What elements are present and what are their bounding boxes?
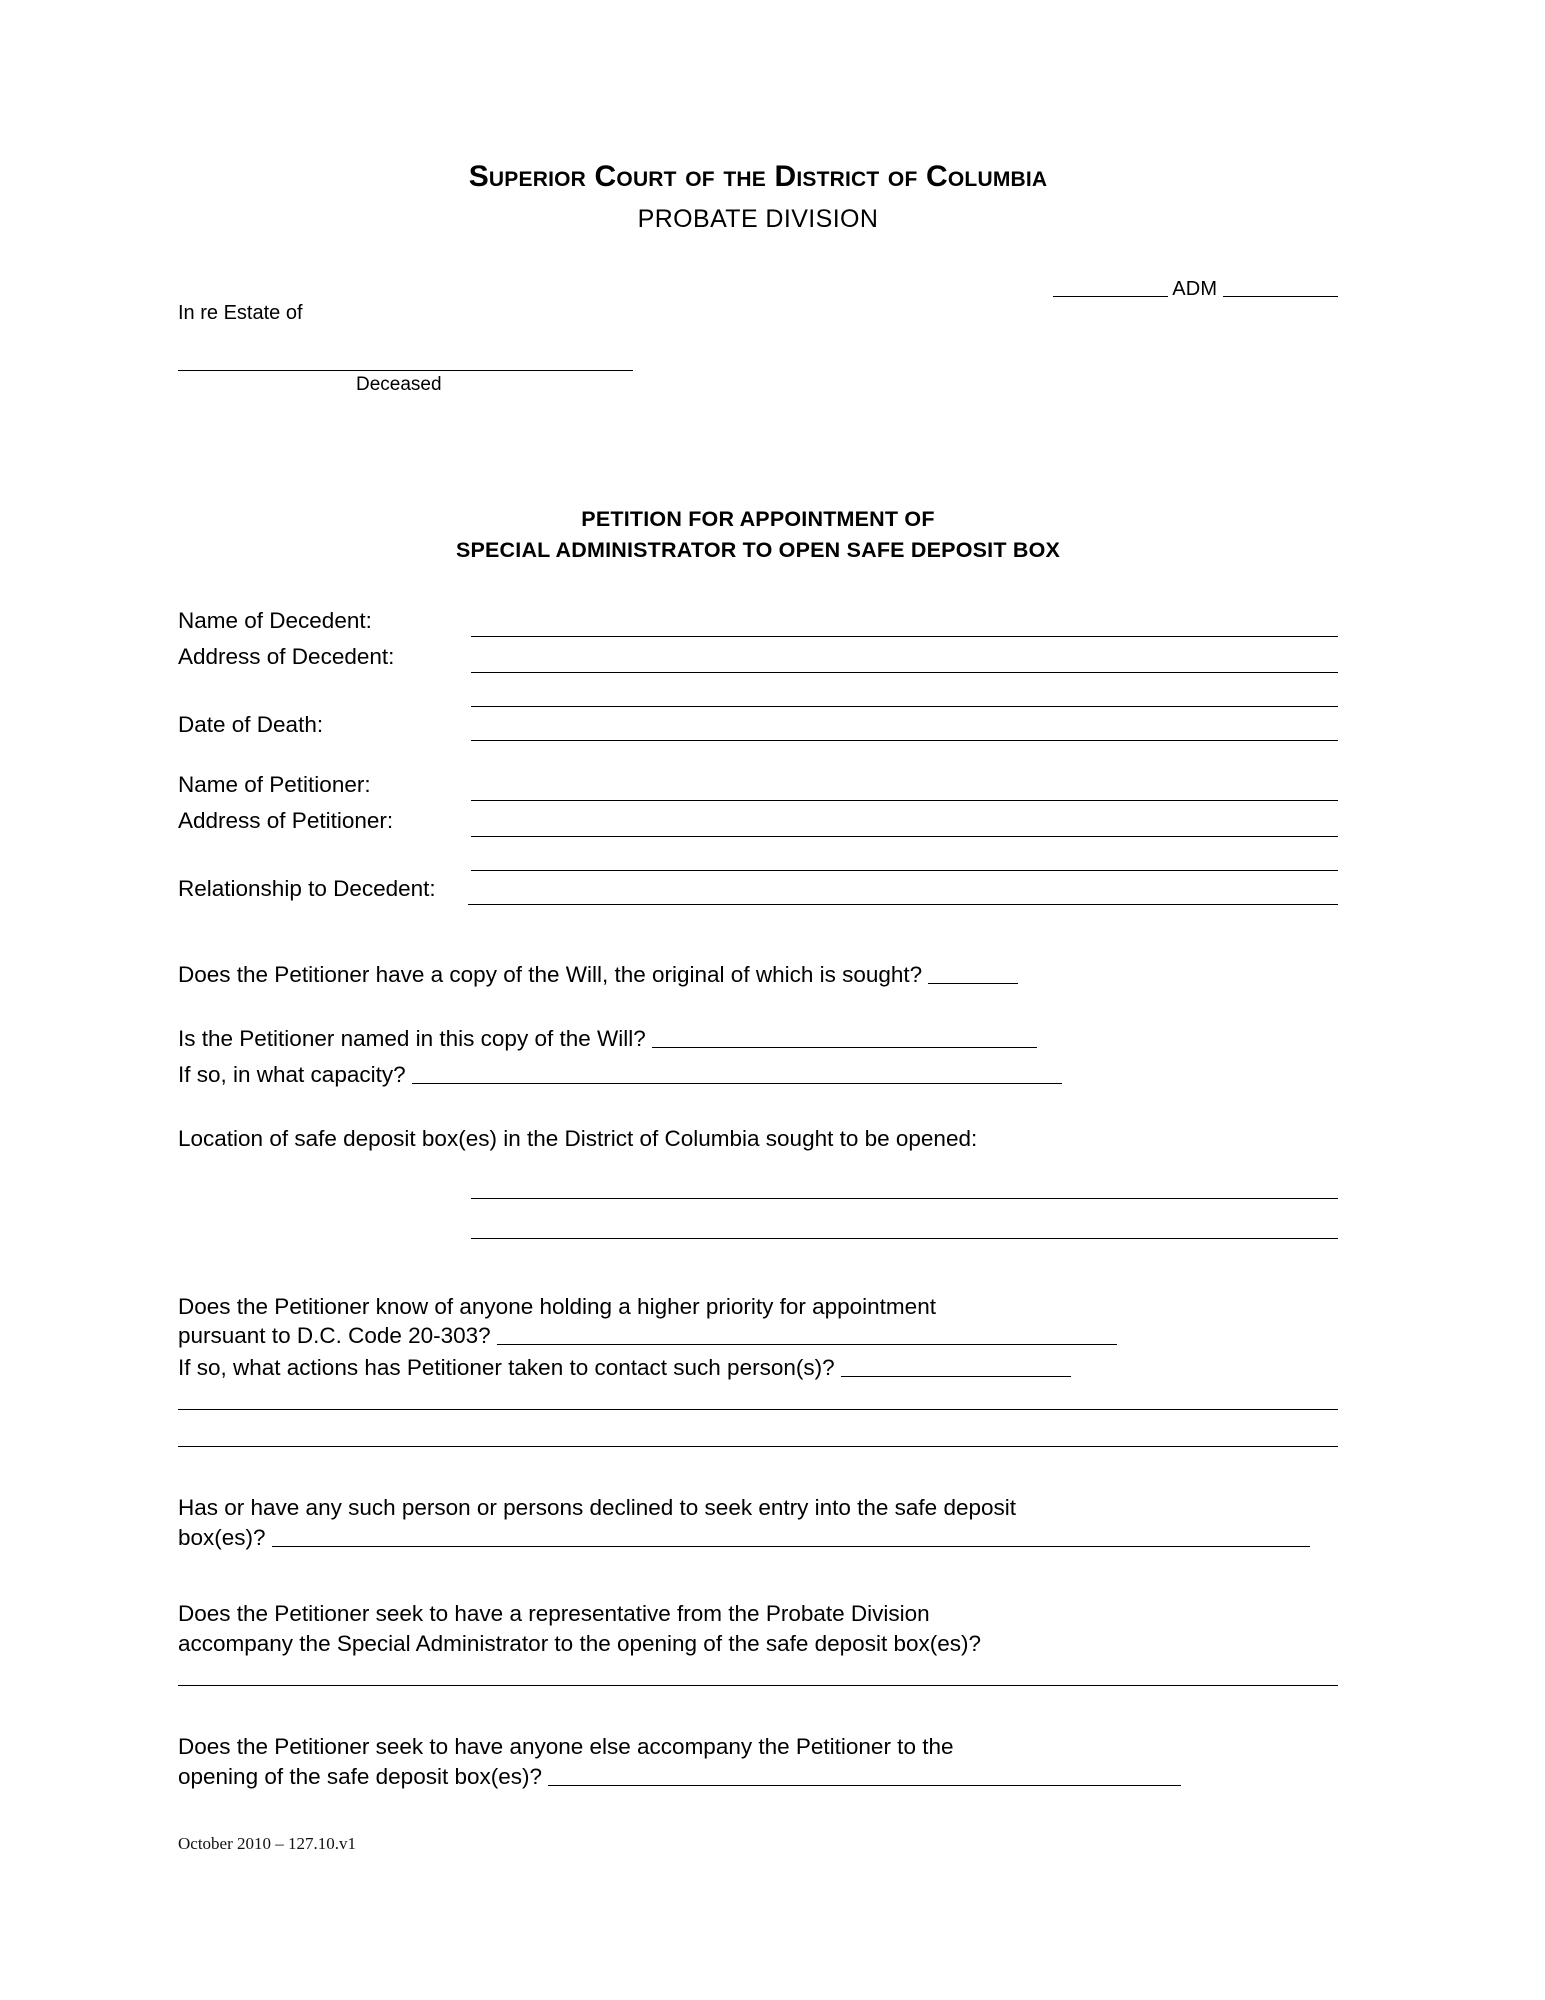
question-text: Is the Petitioner named in this copy of the Will?: [178, 1025, 646, 1051]
answer-rule[interactable]: [272, 1524, 1310, 1548]
field-input-rule[interactable]: [471, 836, 1338, 837]
question-actions-taken: [178, 1353, 1338, 1383]
field-label: Name of Petitioner:: [178, 771, 371, 797]
location-answer-line1: [178, 1172, 1338, 1212]
question-text: If so, what actions has Petitioner taken to contact such person(s)?: [178, 1355, 835, 1381]
field-input-rule[interactable]: [471, 672, 1338, 673]
page-title-line1: PETITION FOR APPOINTMENT OF: [581, 506, 935, 531]
division-subtitle: PROBATE DIVISION: [637, 204, 879, 233]
field-address-of-petitioner: [178, 807, 1338, 844]
answer-rule[interactable]: [471, 1198, 1338, 1199]
question-text-line1: Does the Petitioner seek to have anyone else accompany the Petitioner to the: [178, 1733, 954, 1759]
field-name-of-petitioner: [178, 771, 1338, 810]
form-revision-footer: October 2010 – 127.10.v1: [178, 1834, 357, 1853]
adm-case-number: [1053, 276, 1338, 301]
field-input-rule[interactable]: [468, 904, 1338, 905]
document-content: [178, 160, 1338, 1792]
spacer: [178, 1383, 1338, 1409]
question-declined-entry: [178, 1493, 1338, 1553]
field-label: Name of Decedent:: [178, 607, 372, 633]
field-name-of-decedent: [178, 607, 1338, 646]
spacer: [178, 1447, 1338, 1493]
field-address-of-decedent-line2: [178, 680, 1338, 714]
question-text: If so, in what capacity?: [178, 1061, 406, 1087]
question-text-line2: [178, 1523, 1338, 1553]
question-text-line1: Does the Petitioner know of anyone holding a higher priority for appointment: [178, 1293, 936, 1319]
decedent-name-rule: [178, 370, 633, 371]
field-label: Relationship to Decedent:: [178, 875, 436, 901]
question-location: [178, 1124, 1338, 1154]
answer-rule[interactable]: [548, 1762, 1181, 1786]
in-re-estate-label: In re Estate of: [178, 301, 303, 324]
question-capacity: [178, 1060, 1338, 1090]
spacer: [178, 990, 1338, 1024]
answer-rule[interactable]: [412, 1060, 1062, 1084]
spacer: [178, 752, 1338, 774]
question-text-line2: [178, 1321, 1338, 1351]
question-probate-representative: [178, 1599, 1338, 1659]
spacer: [178, 914, 1338, 960]
field-label: Date of Death:: [178, 711, 324, 737]
field-address-of-petitioner-line2: [178, 844, 1338, 878]
adm-suffix-rule: [1223, 276, 1338, 297]
field-input-rule[interactable]: [471, 706, 1338, 707]
answer-rule[interactable]: [928, 960, 1018, 984]
spacer: [178, 1553, 1338, 1599]
field-date-of-death: [178, 711, 1338, 752]
field-input-rule[interactable]: [471, 800, 1338, 801]
field-address-of-decedent: [178, 643, 1338, 680]
question-text-line1: Does the Petitioner seek to have a representative from the Probate Division: [178, 1601, 930, 1627]
answer-rule[interactable]: [652, 1024, 1037, 1048]
answer-rule[interactable]: [471, 1238, 1338, 1239]
case-caption: [178, 276, 1338, 395]
question-text-line2: [178, 1762, 1338, 1792]
page-title-line2: SPECIAL ADMINISTRATOR TO OPEN SAFE DEPOSIT BOX: [455, 537, 1061, 562]
question-text-line2: accompany the Special Administrator to the opening of the safe deposit box(es)?: [178, 1631, 981, 1657]
spacer: [178, 1246, 1338, 1292]
court-title: Superior Court of the District of Columbia: [468, 160, 1048, 193]
question-copy-of-will: [178, 960, 1338, 990]
location-answer-line2: [178, 1212, 1338, 1246]
adm-label: ADM: [1172, 277, 1218, 300]
question-named-in-will: [178, 1024, 1338, 1054]
question-text: Location of safe deposit box(es) in the District of Columbia sought to be opened:: [178, 1125, 978, 1151]
page-title: [178, 504, 1338, 566]
field-label: Address of Petitioner:: [178, 807, 394, 833]
spacer: [178, 1410, 1338, 1446]
field-relationship-to-decedent: [178, 875, 1338, 914]
spacer: [178, 1659, 1338, 1685]
question-text-line1: Has or have any such person or persons declined to seek entry into the safe deposit: [178, 1495, 1016, 1521]
question-text: opening of the safe deposit box(es)?: [178, 1763, 542, 1789]
question-text: pursuant to D.C. Code 20-303?: [178, 1323, 491, 1349]
field-list: [178, 607, 1338, 914]
spacer: [178, 1686, 1338, 1732]
spacer: [178, 1090, 1338, 1124]
answer-rule[interactable]: [497, 1322, 1117, 1346]
question-anyone-else-accompany: [178, 1732, 1338, 1792]
answer-rule[interactable]: [841, 1354, 1071, 1378]
question-text: Does the Petitioner have a copy of the Will, the original of which is sought?: [178, 961, 923, 987]
adm-prefix-rule: [1053, 276, 1168, 297]
field-input-rule[interactable]: [471, 740, 1338, 741]
field-label: Address of Decedent:: [178, 643, 395, 669]
deceased-label: Deceased: [356, 373, 442, 395]
field-input-rule[interactable]: [471, 636, 1338, 637]
field-input-rule[interactable]: [471, 870, 1338, 871]
question-text: box(es)?: [178, 1525, 266, 1551]
question-higher-priority: [178, 1292, 1338, 1352]
